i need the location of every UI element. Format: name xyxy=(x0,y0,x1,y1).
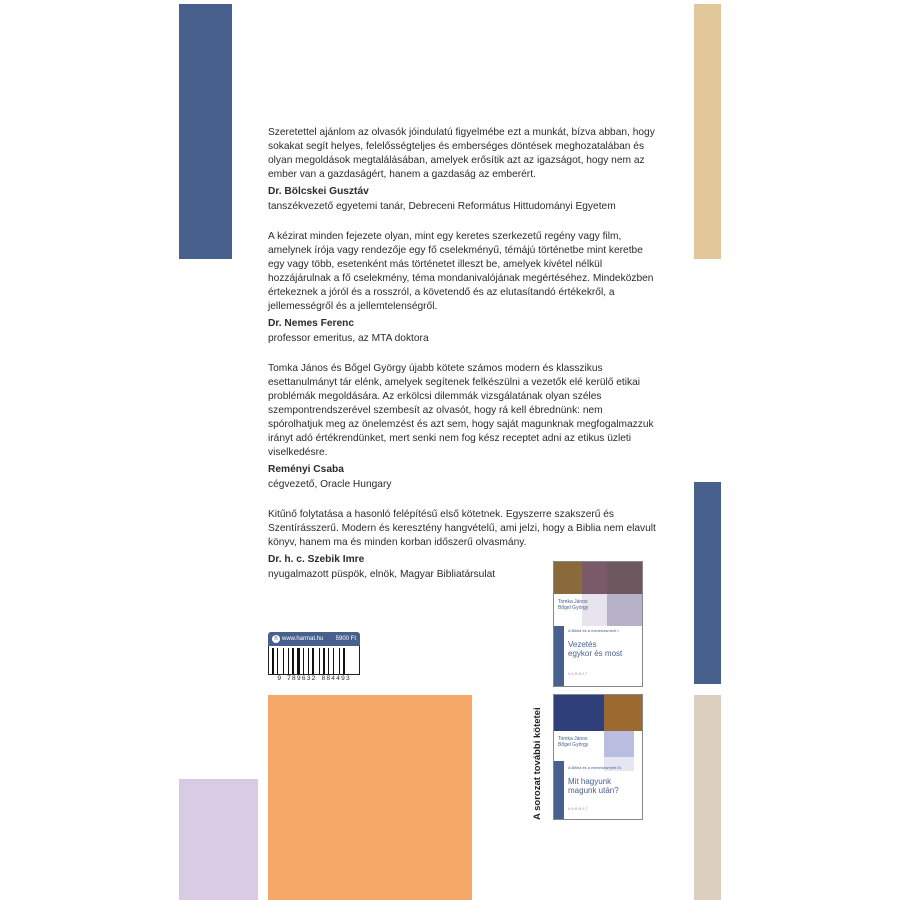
barcode-bar xyxy=(283,648,284,674)
barcode-bar xyxy=(333,648,334,674)
barcode-bar xyxy=(297,648,300,674)
barcode-bar xyxy=(292,648,294,674)
blurb-2 xyxy=(268,230,656,346)
mosaic-christ-icon xyxy=(604,695,642,731)
lilac-color-block-bottom xyxy=(179,779,258,900)
thumb-authors: Tomka János Bőgel György xyxy=(558,736,589,748)
tan-color-block-top xyxy=(694,4,721,259)
image-tile xyxy=(582,562,607,594)
blurb-author: Reményi Csaba xyxy=(268,464,344,475)
image-tile xyxy=(607,594,642,626)
barcode-icon xyxy=(268,646,360,675)
barcode-bar xyxy=(328,648,329,674)
barcode-bar xyxy=(288,648,289,674)
barcode-bar xyxy=(319,648,320,674)
image-tile xyxy=(554,695,604,731)
blurb-3 xyxy=(268,362,656,492)
mosaic-christ-icon xyxy=(554,562,582,594)
thumb-title: Vezetés egykor és most xyxy=(568,640,623,658)
blurb-author: Dr. Bölcskei Gusztáv xyxy=(268,186,369,197)
beige-color-block-right xyxy=(694,695,721,900)
price: 5900 Ft xyxy=(335,636,356,642)
blurb-text: Kitűnő folytatása a hasonló felépítésű első kötetnek. Egyszerre szakszerű és Szentírásszerű. Modern és keresztény hangvételű, ami jelzi, hogy a Biblia nem elavult könyv, hanem ma és minden korban időszerű olvasmány. xyxy=(268,509,656,548)
orange-color-block-bottom xyxy=(268,695,472,900)
thumb-title: Mit hagyunk magunk után? xyxy=(568,777,619,795)
barcode-bar xyxy=(339,648,340,674)
thumb-publisher: HARMAT xyxy=(568,807,589,811)
thumb-publisher: HARMAT xyxy=(568,672,589,676)
image-tile xyxy=(604,731,634,757)
isbn-digits: 9 789632 884493 xyxy=(277,675,351,682)
blurb-author-role: cégvezető, Oracle Hungary xyxy=(268,479,392,490)
barcode-bar xyxy=(343,648,345,674)
blurb-text: Szeretettel ajánlom az olvasók jóindulatú figyelmébe ezt a munkát, bízva abban, hogy sokakat segít helyes, felelősségteljes és emberséges döntések meghozatalában és olyan megoldások megtalálásában, amelyek erősítik azt az igazságot, hogy nem az ember van a gazdaságért, hanem a gazdaság az emberért. xyxy=(268,127,655,180)
blurb-1 xyxy=(268,126,656,214)
image-tile xyxy=(554,761,564,819)
barcode-bar xyxy=(308,648,309,674)
series-label: A sorozat további kötetei xyxy=(532,707,543,820)
barcode-bar xyxy=(303,648,304,674)
blue-color-block-right xyxy=(694,482,721,684)
blurb-author: Dr. h. c. Szebik Imre xyxy=(268,554,365,565)
blurb-author-role: tanszékvezető egyetemi tanár, Debreceni Református Hittudományi Egyetem xyxy=(268,201,616,212)
barcode-bar xyxy=(277,648,278,674)
image-tile xyxy=(554,626,564,686)
blue-color-block-top xyxy=(179,4,232,259)
publisher-site xyxy=(272,635,323,643)
blurb-text: Tomka János és Bőgel György újabb kötete számos modern és klasszikus esettanulmányt tár elénk, amelyek segítenek felkészülni a vezetők elé kerülő etikai problémák megoldására. Az erkölcsi dilemmák vizsgálatának olyan széles szempontrendszerével szembesít az olvasót, hogy rá kell ébrednünk: nem spórolhatjuk meg az önelemzést és azt sem, hogy saját magunknak megfogalmazzuk irányt adó értékrendünket, mert senki nem fog kész receptet adni az etikus üzleti viselkedésre. xyxy=(268,363,654,458)
series-book-thumbnail-2 xyxy=(553,694,643,820)
barcode-bar xyxy=(323,648,325,674)
thumb-authors: Tomka János Bőgel György xyxy=(558,599,589,611)
blurb-author-role: professor emeritus, az MTA doktora xyxy=(268,333,429,344)
image-tile xyxy=(607,562,642,594)
barcode-label xyxy=(268,632,360,682)
series-book-thumbnail-1 xyxy=(553,561,643,687)
thumb-subtitle: A Biblia és a menedzsment I. xyxy=(568,628,620,633)
blurb-author: Dr. Nemes Ferenc xyxy=(268,318,355,329)
barcode-bar xyxy=(272,648,274,674)
harmat-logo-icon: h xyxy=(272,635,280,643)
thumb-subtitle: A Biblia és a menedzsment III. xyxy=(568,765,622,770)
publisher-site-url: www.harmat.hu xyxy=(282,636,324,642)
barcode-header xyxy=(268,632,360,646)
blurb-text-area xyxy=(268,126,656,598)
blurb-author-role: nyugalmazott püspök, elnök, Magyar Bibliatársulat xyxy=(268,569,496,580)
blurb-text: A kézirat minden fejezete olyan, mint egy keretes szerkezetű regény vagy film, amelynek írója vagy rendezője egy fő cselekményű, témájú történetbe mint keretbe egy vagy több, esetenként más történetet illeszt be, amelyek kivétel nélkül hozzájárulnak a fő cselekmény, téma mondanivalójának megértéséhez. Mindeközben értekeznek a jóról és a rosszról, a követendő és az elutasítandó értékekről, a jellemességről és a jellemtelenségről. xyxy=(268,231,654,312)
barcode-bar xyxy=(312,648,314,674)
